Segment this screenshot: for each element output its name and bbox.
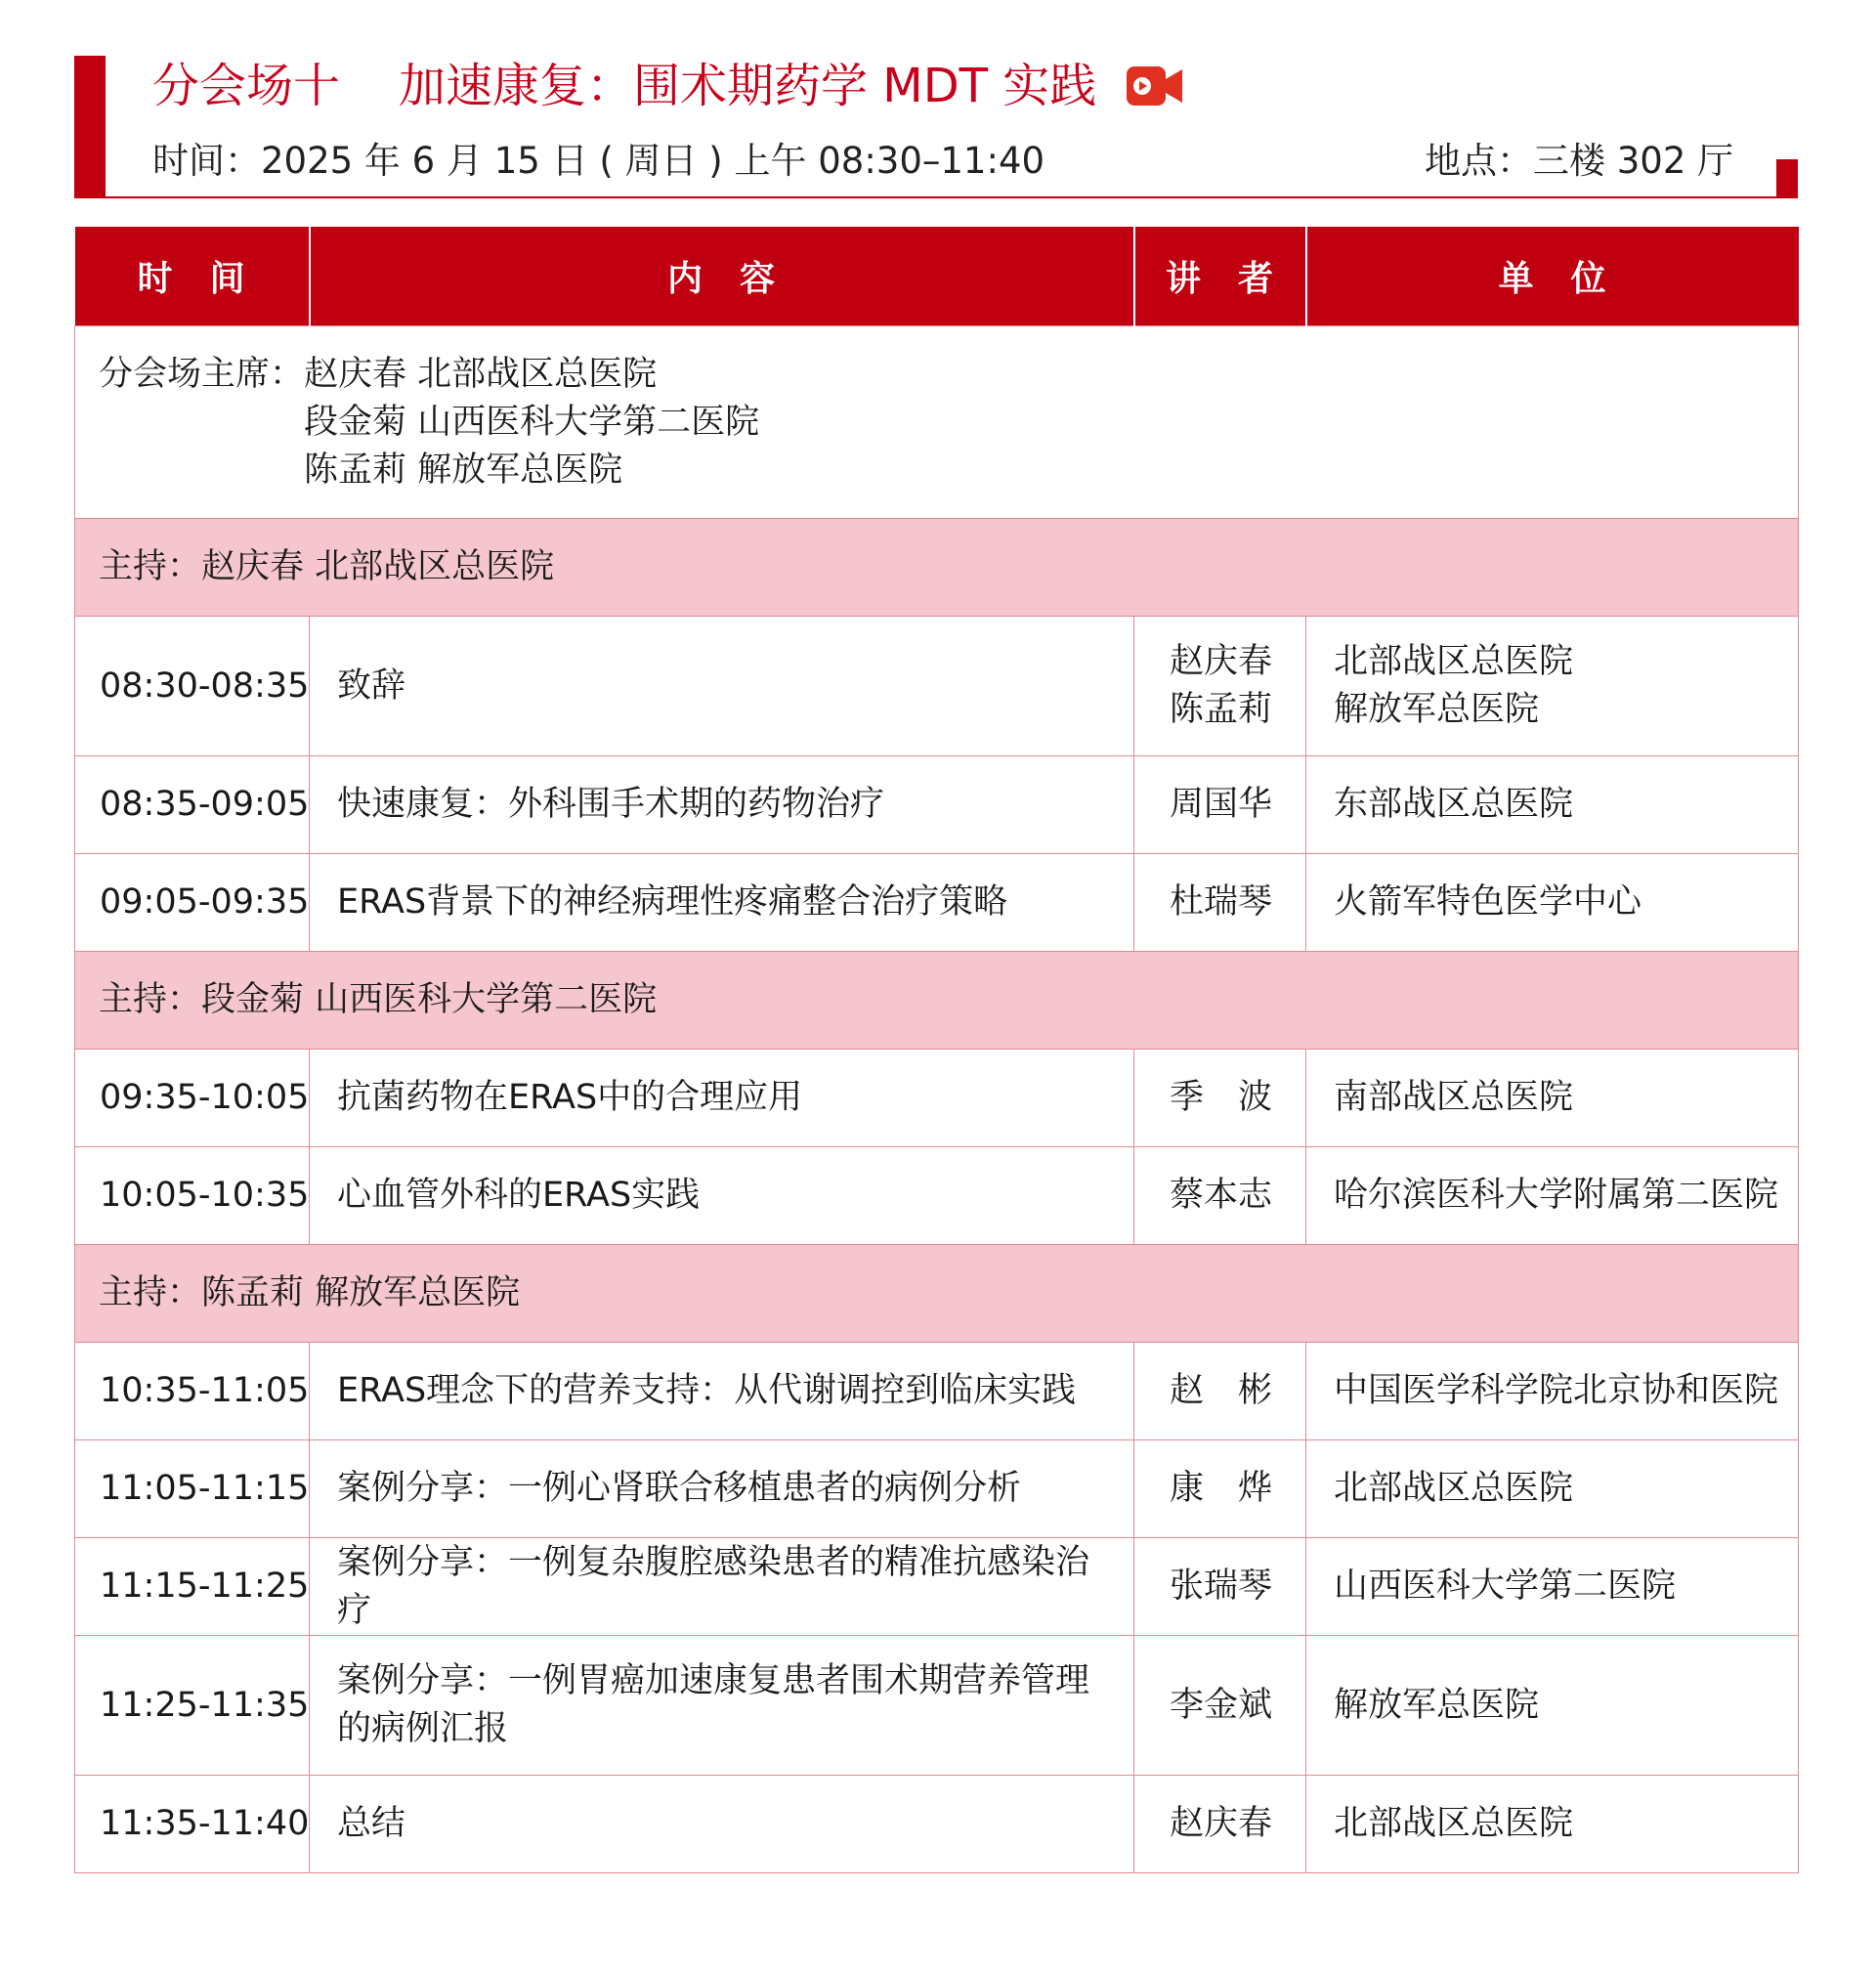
unit-cell (1306, 1538, 1799, 1636)
time-cell: 09:35-10:05 (75, 1050, 310, 1147)
unit-name: 北部战区总医院 (1334, 1469, 1574, 1508)
time-cell: 10:35-11:05 (75, 1343, 310, 1440)
time-cell: 11:35-11:40 (75, 1776, 310, 1873)
unit-cell (1306, 1440, 1799, 1538)
chairs-cell (75, 326, 1799, 519)
host-cell: 主持：段金菊 山西医科大学第二医院 (75, 952, 1799, 1050)
agenda-row (75, 1147, 1799, 1245)
agenda-row (75, 1050, 1799, 1147)
time-cell: 11:15-11:25 (75, 1538, 310, 1636)
header-corner-block (1776, 159, 1798, 198)
unit-cell (1306, 617, 1799, 756)
header-divider (106, 196, 1798, 198)
speaker-name: 蔡本志 (1170, 1176, 1273, 1215)
host-cell: 主持：陈孟莉 解放军总医院 (75, 1245, 1799, 1343)
session-location: 地点：三楼 302 厅 (1425, 140, 1734, 182)
content-cell: 致辞 (310, 617, 1134, 756)
content-cell: 案例分享：一例复杂腹腔感染患者的精准抗感染治疗 (310, 1538, 1134, 1636)
speaker-name: 赵 彬 (1170, 1371, 1273, 1410)
speaker-cell (1134, 1343, 1306, 1440)
time-cell: 09:05-09:35 (75, 854, 310, 952)
speaker-name: 季 波 (1170, 1078, 1273, 1117)
unit-cell (1306, 854, 1799, 952)
header-accent-bar (74, 56, 106, 198)
speaker-cell (1134, 617, 1306, 756)
content-cell: 抗菌药物在ERAS中的合理应用 (310, 1050, 1134, 1147)
content-cell: 案例分享：一例心肾联合移植患者的病例分析 (310, 1440, 1134, 1538)
content-cell: ERAS理念下的营养支持：从代谢调控到临床实践 (310, 1343, 1134, 1440)
unit-name: 中国医学科学院北京协和医院 (1334, 1371, 1779, 1410)
table-header-row (75, 227, 1799, 326)
speaker-cell (1134, 854, 1306, 952)
agenda-row (75, 756, 1799, 854)
agenda-row (75, 1440, 1799, 1538)
column-header-time: 时 间 (75, 227, 310, 326)
chairs-row (75, 326, 1799, 519)
speaker-cell (1134, 1538, 1306, 1636)
content-cell: 总结 (310, 1776, 1134, 1873)
agenda-row (75, 617, 1799, 756)
speaker-name: 赵庆春 (1170, 1804, 1273, 1843)
speaker-name: 周国华 (1170, 785, 1273, 824)
speaker-name: 陈孟莉 (1170, 690, 1273, 729)
speaker-cell (1134, 1050, 1306, 1147)
column-header-unit: 单 位 (1306, 227, 1799, 326)
unit-cell (1306, 1050, 1799, 1147)
column-header-content: 内 容 (310, 227, 1134, 326)
unit-name: 火箭军特色医学中心 (1334, 882, 1642, 922)
unit-cell (1306, 1147, 1799, 1245)
session-time: 时间：2025 年 6 月 15 日 ( 周日 ) 上午 08:30–11:40 (152, 140, 1045, 182)
host-row (75, 1245, 1799, 1343)
unit-name: 东部战区总医院 (1334, 785, 1574, 824)
speaker-name: 张瑞琴 (1170, 1567, 1273, 1606)
session-topic: 加速康复：围术期药学 MDT 实践 (399, 59, 1097, 113)
agenda-table (74, 227, 1799, 1873)
host-row (75, 952, 1799, 1050)
speaker-cell (1134, 1776, 1306, 1873)
time-cell: 08:35-09:05 (75, 756, 310, 854)
session-number: 分会场十 (152, 59, 341, 113)
speaker-cell (1134, 1147, 1306, 1245)
agenda-row (75, 1343, 1799, 1440)
host-cell: 主持：赵庆春 北部战区总医院 (75, 519, 1799, 617)
agenda-row (75, 1636, 1799, 1776)
time-cell: 11:05-11:15 (75, 1440, 310, 1538)
unit-cell (1306, 1776, 1799, 1873)
unit-name: 哈尔滨医科大学附属第二医院 (1334, 1176, 1779, 1215)
column-header-speaker: 讲 者 (1134, 227, 1306, 326)
speaker-cell (1134, 1636, 1306, 1776)
content-cell: 心血管外科的ERAS实践 (310, 1147, 1134, 1245)
agenda-row (75, 1776, 1799, 1873)
session-title (152, 57, 1186, 115)
unit-cell (1306, 1343, 1799, 1440)
chairs-label: 分会场主席： (99, 354, 305, 394)
unit-name: 北部战区总医院 (1334, 642, 1574, 681)
unit-name: 解放军总医院 (1334, 1685, 1540, 1725)
unit-name: 山西医科大学第二医院 (1334, 1567, 1677, 1606)
unit-cell (1306, 1636, 1799, 1776)
chairs-list (304, 351, 759, 494)
speaker-cell (1134, 756, 1306, 854)
speaker-name: 赵庆春 (1170, 642, 1273, 681)
unit-name: 解放军总医院 (1334, 690, 1540, 729)
chair-name: 赵庆春 北部战区总医院 (304, 354, 658, 394)
content-cell: 快速康复：外科围手术期的药物治疗 (310, 756, 1134, 854)
unit-name: 北部战区总医院 (1334, 1804, 1574, 1843)
agenda-row (75, 1538, 1799, 1636)
unit-cell (1306, 756, 1799, 854)
speaker-name: 杜瑞琴 (1170, 882, 1273, 922)
agenda-row (75, 854, 1799, 952)
speaker-cell (1134, 1440, 1306, 1538)
content-cell: ERAS背景下的神经病理性疼痛整合治疗策略 (310, 854, 1134, 952)
speaker-name: 李金斌 (1170, 1685, 1273, 1725)
chair-name: 陈孟莉 解放军总医院 (304, 450, 623, 490)
chair-name: 段金菊 山西医科大学第二医院 (304, 402, 760, 442)
content-cell: 案例分享：一例胃癌加速康复患者围术期营养管理的病例汇报 (310, 1636, 1134, 1776)
speaker-name: 康 烨 (1170, 1469, 1273, 1508)
time-cell: 11:25-11:35 (75, 1636, 310, 1776)
unit-name: 南部战区总医院 (1334, 1078, 1574, 1117)
video-camera-icon[interactable] (1126, 64, 1186, 107)
host-row (75, 519, 1799, 617)
time-cell: 10:05-10:35 (75, 1147, 310, 1245)
time-cell: 08:30-08:35 (75, 617, 310, 756)
